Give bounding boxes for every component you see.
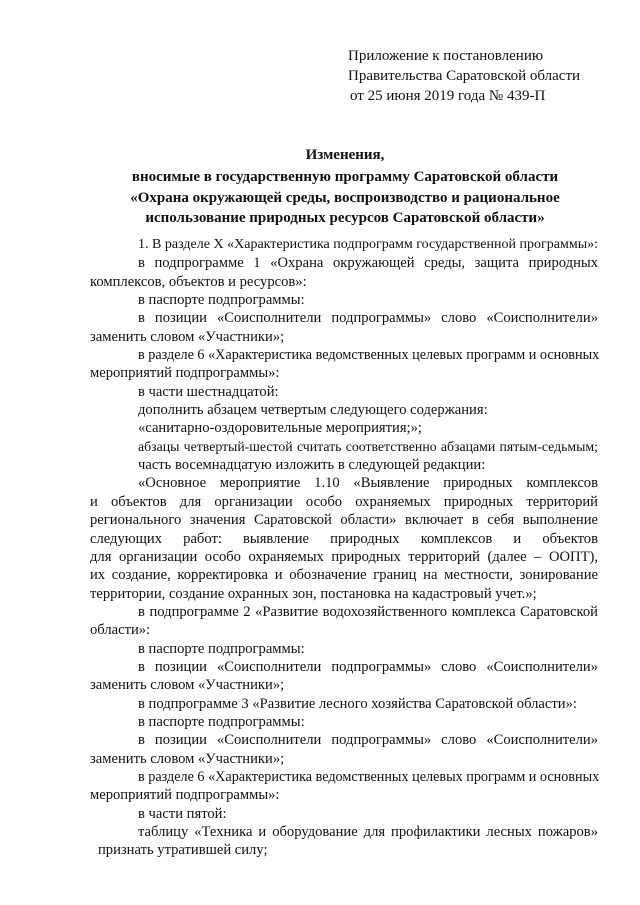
body-line: таблицу «Техника и оборудование для профилактики лесных пожаров» [138,824,598,840]
body-line: регионального значения Саратовской области» включает в себя выполнение [90,512,598,529]
body-line: в паспорте подпрограммы: [138,713,305,730]
body-line: в подпрограмме 3 «Развитие лесного хозяйства Саратовской области»: [138,695,577,712]
document-title: Изменения, [305,147,385,163]
body-line: 1. В разделе X «Характеристика подпрограмм государственной программы»: [138,237,598,252]
body-line: следующих работ: выявление природных комплексов и объектов [90,530,598,547]
body-line: в паспорте подпрограммы: [138,640,305,657]
body-line: заменить словом «Участники»; [90,677,285,694]
appendix-line-3: от 25 июня 2019 года № 439-П [350,88,546,104]
body-line: в подпрограмме 1 «Охрана окружающей среды, защита природных [138,255,598,272]
body-line: их создание, корректировка и обозначение границ на местности, зонирование [90,567,598,584]
body-line: часть восемнадцатую изложить в следующей редакции: [138,457,486,474]
body-line: «Основное мероприятие 1.10 «Выявление природных комплексов [138,475,598,492]
document-subtitle-2: «Охрана окружающей среды, воспроизводство и рациональное [130,190,560,206]
body-line: в паспорте подпрограммы: [138,292,305,309]
body-line: в подпрограмме 2 «Развитие водохозяйственного комплекса Саратовской [138,603,598,620]
document-subtitle-1: вносимые в государственную программу Саратовской области [131,169,559,185]
body-line: дополнить абзацем четвертым следующего содержания: [138,402,488,419]
body-line: в части шестнадцатой: [138,383,279,400]
document-subtitle-3: использование природных ресурсов Саратовской области» [145,210,545,226]
body-line: в позиции «Соисполнители подпрограммы» слово «Соисполнители» [138,732,598,749]
appendix-line-1: Приложение к постановлению [348,48,544,64]
body-line: абзацы четвертый-шестой считать соответственно абзацами пятым-седьмым; [138,438,598,454]
body-line: в позиции «Соисполнители подпрограммы» слово «Соисполнители» [138,658,598,675]
body-line: мероприятий подпрограммы»: [90,365,280,382]
appendix-line-2: Правительства Саратовской области [348,68,581,84]
document-body [90,236,598,860]
body-line: в позиции «Соисполнители подпрограммы» слово «Соисполнители» [138,310,598,327]
body-line: заменить словом «Участники»; [90,328,285,345]
body-line: в разделе 6 «Характеристика ведомственных целевых программ и основных [138,347,600,364]
body-line: территории, создание охранных зон, постановка на кадастровый учет.»; [90,585,537,602]
body-line: и объектов для организации особо охраняемых природных территорий [90,493,598,510]
body-line: комплексов, объектов и ресурсов»: [90,273,307,290]
body-line: области»: [90,622,151,639]
body-line: «санитарно-оздоровительные мероприятия;»; [138,420,422,437]
body-line: мероприятий подпрограммы»: [90,787,280,804]
body-line: признать утратившей силу; [98,842,268,859]
body-line: для организации особо охраняемых природных территорий (далее – ООПТ), [90,548,598,565]
body-line: в части пятой: [138,805,227,822]
body-line: заменить словом «Участники»; [90,750,285,767]
body-line: в разделе 6 «Характеристика ведомственных целевых программ и основных [138,768,600,785]
